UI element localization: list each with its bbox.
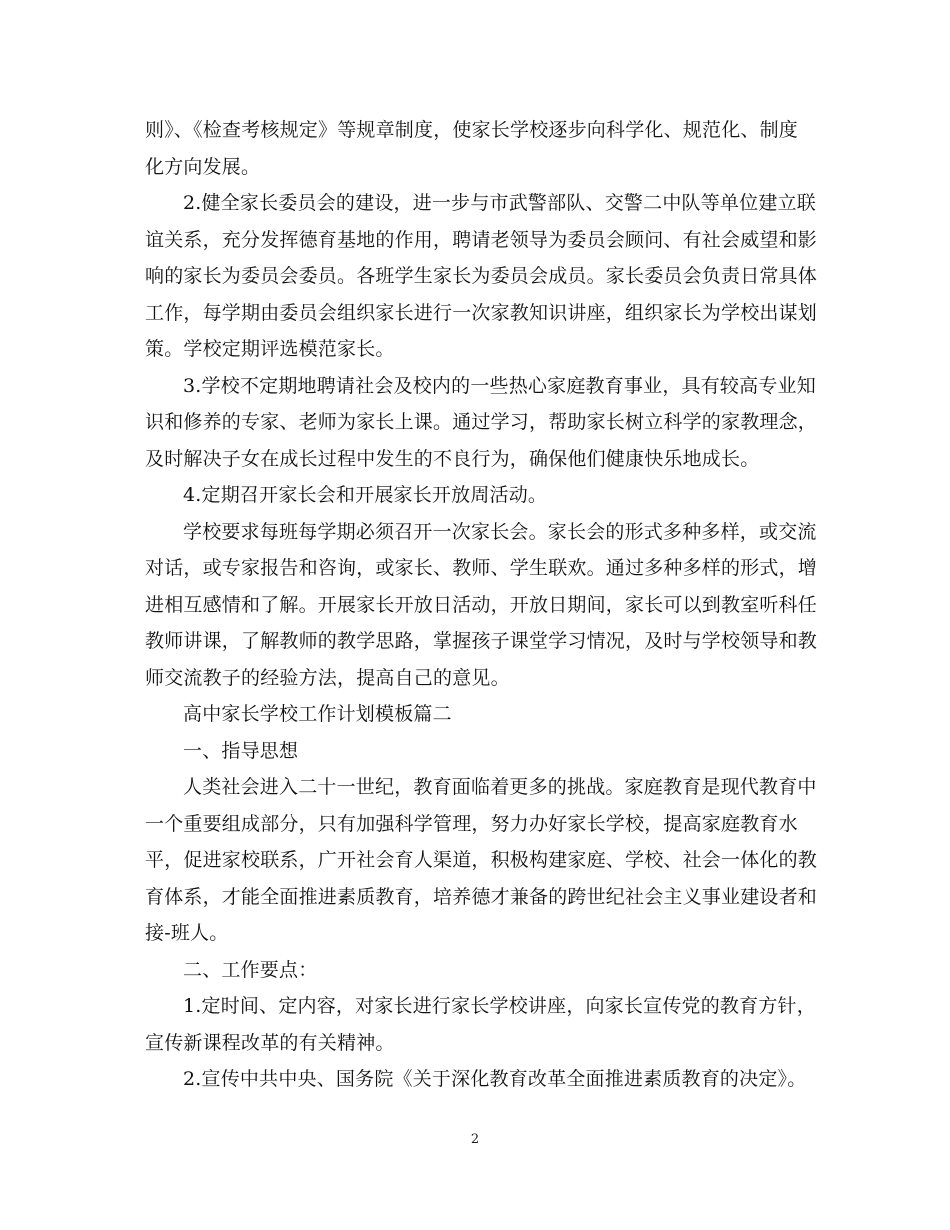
text-line: 平，促进家校联系，广开社会育人渠道，积极构建家庭、学校、社会一体化的教 <box>145 849 818 871</box>
text-line: 教师讲课，了解教师的教学思路，掌握孩子课堂学习情况，及时与学校领导和教 <box>145 630 818 652</box>
text-line: 对话，或专家报告和咨询，或家长、教师、学生联欢。通过多种多样的形式，增 <box>145 557 818 579</box>
text-line: 化方向发展。 <box>145 155 261 178</box>
text-line: 4.定期召开家长会和开展家长开放周活动。 <box>183 484 548 506</box>
text-line: 1.定时间、定内容，对家长进行家长学校讲座，向家长宣传党的教育方针， <box>183 995 816 1017</box>
text-line: 接-班人。 <box>145 922 229 944</box>
text-line: 一个重要组成部分，只有加强科学管理，努力办好家长学校，提高家庭教育水 <box>145 812 798 835</box>
document-body <box>145 112 818 1098</box>
text-line: 工作，每学期由委员会组织家长进行一次家教知识讲座，组织家长为学校出谋划 <box>145 301 818 324</box>
text-line: 高中家长学校工作计划模板篇二 <box>183 703 452 725</box>
text-line: 育体系，才能全面推进素质教育，培养德才兼备的跨世纪社会主义事业建设者和 <box>145 885 818 908</box>
text-line: 策。学校定期评选模范家长。 <box>145 338 395 360</box>
page-number: 2 <box>470 1132 480 1147</box>
text-line: 人类社会进入二十一世纪，教育面临着更多的挑战。家庭教育是现代教育中 <box>183 776 817 798</box>
text-line: 师交流教子的经验方法，提高自己的意见。 <box>145 666 510 689</box>
text-line: 一、指导思想 <box>183 739 299 762</box>
text-line: 学校要求每班每学期必须召开一次家长会。家长会的形式多种多样，或交流 <box>183 520 817 543</box>
text-line: 识和修养的专家、老师为家长上课。通过学习，帮助家长树立科学的家教理念， <box>145 411 818 433</box>
text-line: 谊关系，充分发挥德育基地的作用，聘请老领导为委员会顾问、有社会威望和影 <box>145 228 818 251</box>
text-line: 进相互感情和了解。开展家长开放日活动，开放日期间，家长可以到教室听科任 <box>145 593 818 616</box>
text-line: 2.宣传中共中央、国务院《关于深化教育改革全面推进素质教育的决定》。 <box>183 1068 807 1090</box>
text-line: 3.学校不定期地聘请社会及校内的一些热心家庭教育事业，具有较高专业知 <box>183 374 816 397</box>
text-line: 响的家长为委员会委员。各班学生家长为委员会成员。家长委员会负责日常具体 <box>145 265 818 287</box>
text-line: 则》、《检查考核规定》等规章制度，使家长学校逐步向科学化、规范化、制度 <box>145 119 799 141</box>
text-line: 2.健全家长委员会的建设，进一步与市武警部队、交警二中队等单位建立联 <box>183 192 816 214</box>
text-line: 二、工作要点： <box>183 958 318 981</box>
text-line: 宣传新课程改革的有关精神。 <box>145 1031 395 1054</box>
text-line: 及时解决子女在成长过程中发生的不良行为，确保他们健康快乐地成长。 <box>145 447 760 470</box>
